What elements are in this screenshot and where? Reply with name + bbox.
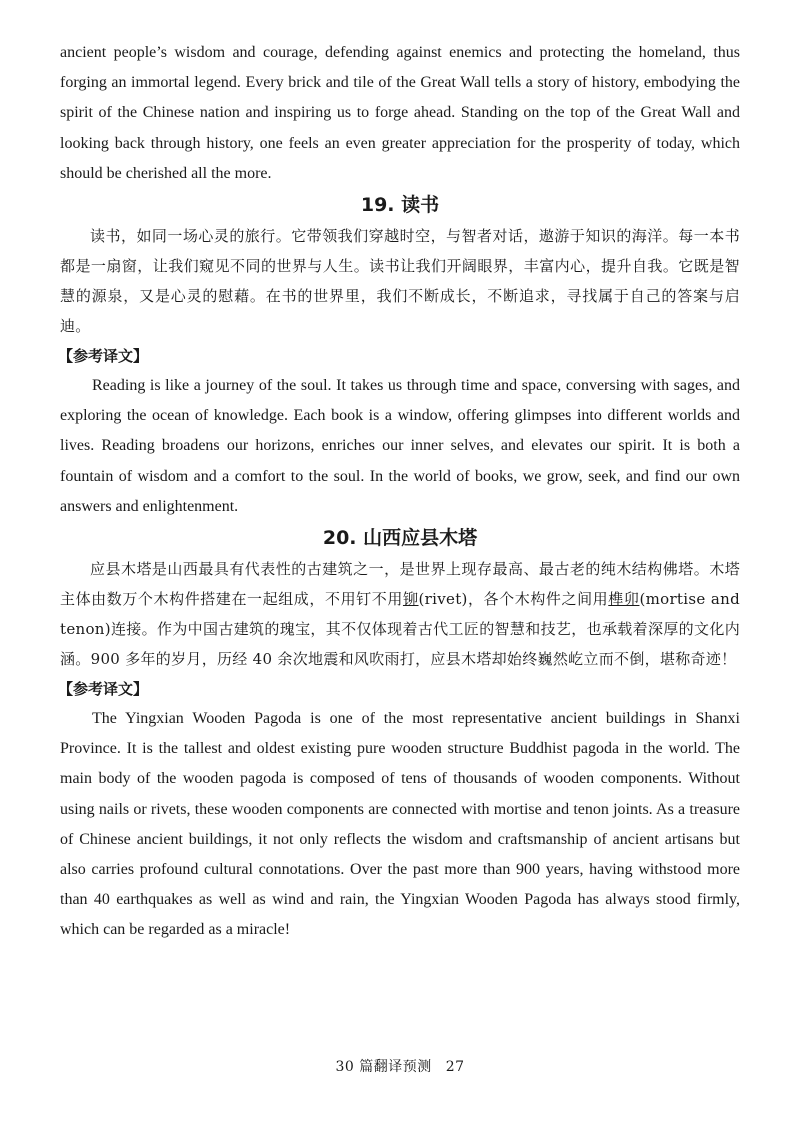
- page-footer: [0, 1056, 800, 1076]
- section-19: [60, 189, 740, 522]
- section-20-english-translation: The Yingxian Wooden Pagoda is one of the most representative ancient buildings in Shanxi Province. It is the tallest and oldest existing pure wooden structure Buddhist pagoda in the world. The main body of the wooden pagoda is composed of tens of thousands of wooden components. Without using nails or rivets, these wooden components are connected with mortise and tenon joints. As a treasure of Chinese ancient buildings, it not only reflects the wisdom and craftsmanship of ancient artisans but also carries profound cultural connotations. Over the past more than 900 years, having withstood more than 40 earthquakes as well as wind and rain, the Yingxian Wooden Pagoda has always stood firmly, which can be regarded as a miracle!: [60, 710, 740, 939]
- term-rivet: 铆: [402, 590, 419, 609]
- term-rivet-gloss: (rivet)，各个木构件之间用: [418, 590, 609, 609]
- section-19-chinese-text: 读书，如同一场心灵的旅行。它带领我们穿越时空，与智者对话，遨游于知识的海洋。每一本书都是一扇窗，让我们窥见不同的世界与人生。读书让我们开阔眼界，丰富内心，提升自我。它既是智慧的源泉，又是心灵的慰藉。在书的世界里，我们不断成长，不断追求，寻找属于自己的答案与启迪。: [60, 227, 740, 336]
- term-mortise-tenon: 榫卯: [608, 590, 640, 609]
- section-20-chinese-part1: 应县木塔是山西最具有代表性的古建筑之一，是世界上现存最高、最古老的纯木结构佛塔。木塔主体由数万个木构件搭建在一起组成，不用钉不用: [60, 560, 740, 609]
- section-20-chinese-part2: (mortise and tenon)连接。作为中国古建筑的瑰宝，其不仅体现着古代工匠的智慧和技艺，也承载着深厚的文化内涵。900 多年的岁月，历经 40 余次地震和风吹雨打，应县木塔却始终巍然屹立而不倒，堪称奇迹！: [60, 590, 740, 669]
- footer-book-title: 30 篇翻译预测: [335, 1059, 432, 1075]
- section-19-english-translation: Reading is like a journey of the soul. It takes us through time and space, conversing with sages, and exploring the ocean of knowledge. Each book is a window, offering glimpses into different worlds and lives. Reading broadens our horizons, enriches our inner selves, and elevates our spirit. It is both a fountain of wisdom and a comfort to the soul. In the world of books, we grow, seek, and find our own answers and enlightenment.: [60, 377, 740, 515]
- page-number: 27: [445, 1059, 465, 1075]
- section-19-reference-label: 【参考译文】: [58, 347, 149, 366]
- document-page: [60, 38, 740, 946]
- section-20-chinese-text: [60, 554, 740, 674]
- section-20-title: 20. 山西应县木塔: [322, 527, 478, 550]
- section-19-title: 19. 读书: [360, 194, 440, 217]
- intro-paragraph: ancient people’s wisdom and courage, defending against enemics and protecting the homeland, thus forging an immortal legend. Every brick and tile of the Great Wall tells a story of history, embodying the spirit of the Chinese nation and inspiring us to forge ahead. Standing on the top of the Great Wall and looking back through history, one feels an even greater appreciation for the prosperity of today, which should be cherished all the more.: [60, 44, 740, 182]
- section-20: [60, 522, 740, 946]
- section-20-reference-label: 【参考译文】: [58, 680, 149, 699]
